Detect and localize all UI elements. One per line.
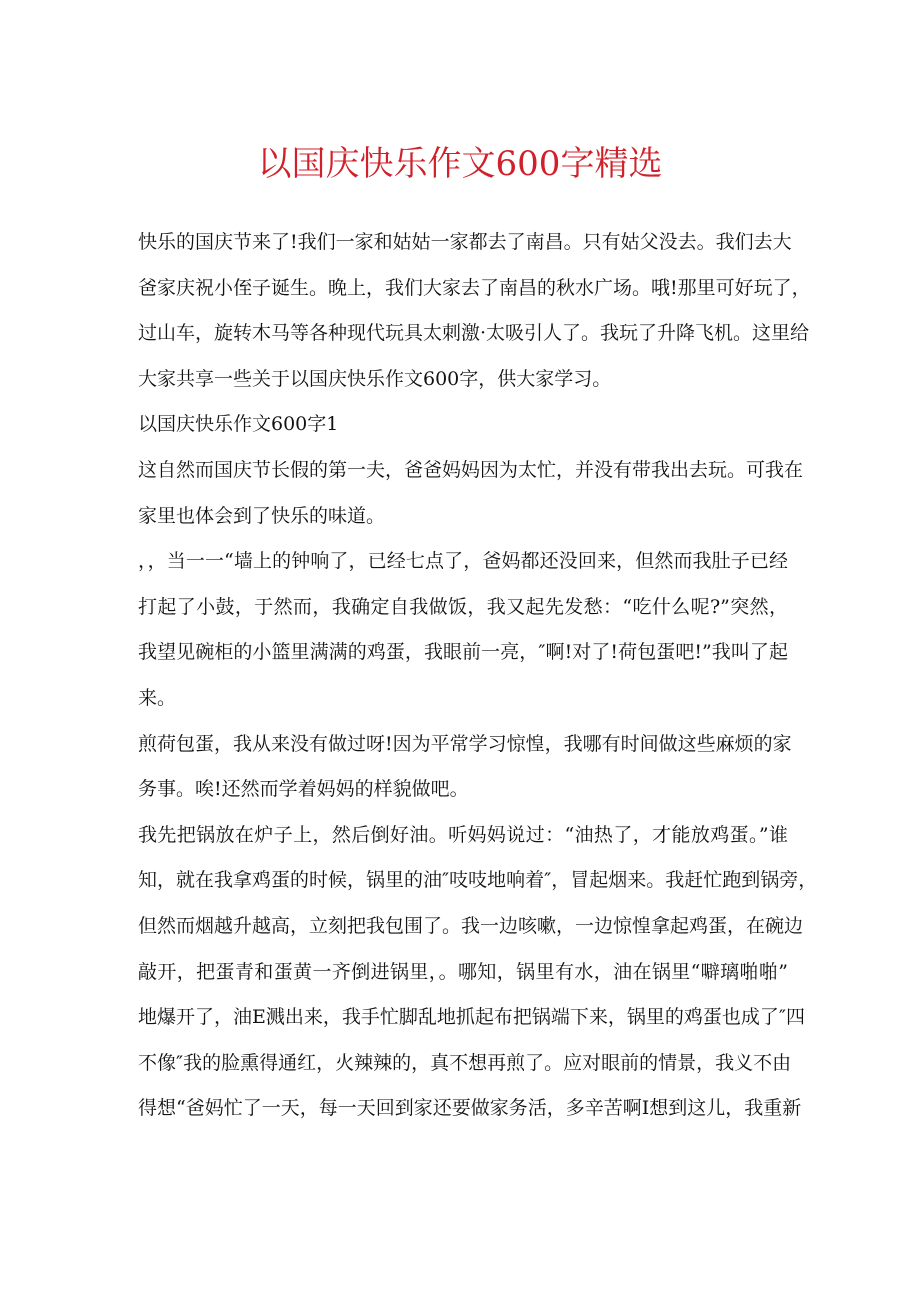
text-line: 务事。唉!还然而学着妈妈的样貌做吧。 [138,778,469,801]
text-line: 我先把锅放在炉子上，然后倒好油。听妈妈说过：“油热了，才能放鸡蛋。”谁 [138,823,788,846]
text-line: 来。 [138,686,177,709]
text-line: 得想“爸妈忙了一天，每一天回到家还要做家务活，多辛苦啊I想到这儿，我重新 [138,1097,802,1120]
text-line: ，，当一一“墙上的钟响了，已经七点了，爸妈都还没回来，但然而我肚子已经 [138,550,788,573]
text-line: 这自然而国庆节长假的第一夫，爸爸妈妈因为太忙，并没有带我出去玩。可我在 [138,458,804,481]
document-body [138,220,818,1132]
document-title: 以国庆快乐作文600字精选 [257,144,663,184]
text-line: 地爆开了，油E溅出来，我手忙脚乱地抓起布把锅端下来，锅里的鸡蛋也成了″四 [138,1006,805,1029]
text-line: 大家共享一些关于以国庆快乐作文600字，供大家学习。 [138,367,612,390]
text-line: 爸家庆祝小侄子诞生。晚上，我们大家去了南昌的秋水广场。哦!那里可好玩了， [138,276,811,299]
text-line: 过山车，旋转木马等各种现代玩具太刺激·太吸引人了。我玩了升降飞机。这里给 [138,322,810,345]
text-line: 不像″我的脸熏得通红，火辣辣的，真不想再煎了。应对眼前的情景，我义不由 [138,1051,792,1074]
text-line: 打起了小鼓，于然而，我确定自我做饭，我又起先发愁：“吃什么呢?”突然， [138,595,788,618]
text-line: 家里也体会到了快乐的味道。 [138,504,386,527]
section-heading: 以国庆快乐作文600字1 [138,413,339,436]
text-line: 快乐的国庆节来了!我们一家和姑姑一家都去了南昌。只有姑父没去。我们去大 [138,231,792,253]
text-line: 知，就在我拿鸡蛋的时候，锅里的油″吱吱地响着″，冒起烟来。我赶忙跑到锅旁， [138,869,818,892]
text-line: 敲开，把蛋青和蛋黄一齐倒进锅里，。哪知，锅里有水，油在锅里“噼璃啪啪” [138,960,788,983]
text-line: 煎荷包蛋，我从来没有做过呀!因为平常学习惊惶，我哪有时间做这些麻烦的家 [138,732,792,755]
text-line: 我望见碗柜的小篮里满满的鸡蛋，我眼前一亮，″啊!对了!荷包蛋吧!”我叫了起 [138,641,788,664]
text-line: 但然而烟越升越高，立刻把我包围了。我一边咳嗽，一边惊惶拿起鸡蛋，在碗边 [138,914,804,937]
